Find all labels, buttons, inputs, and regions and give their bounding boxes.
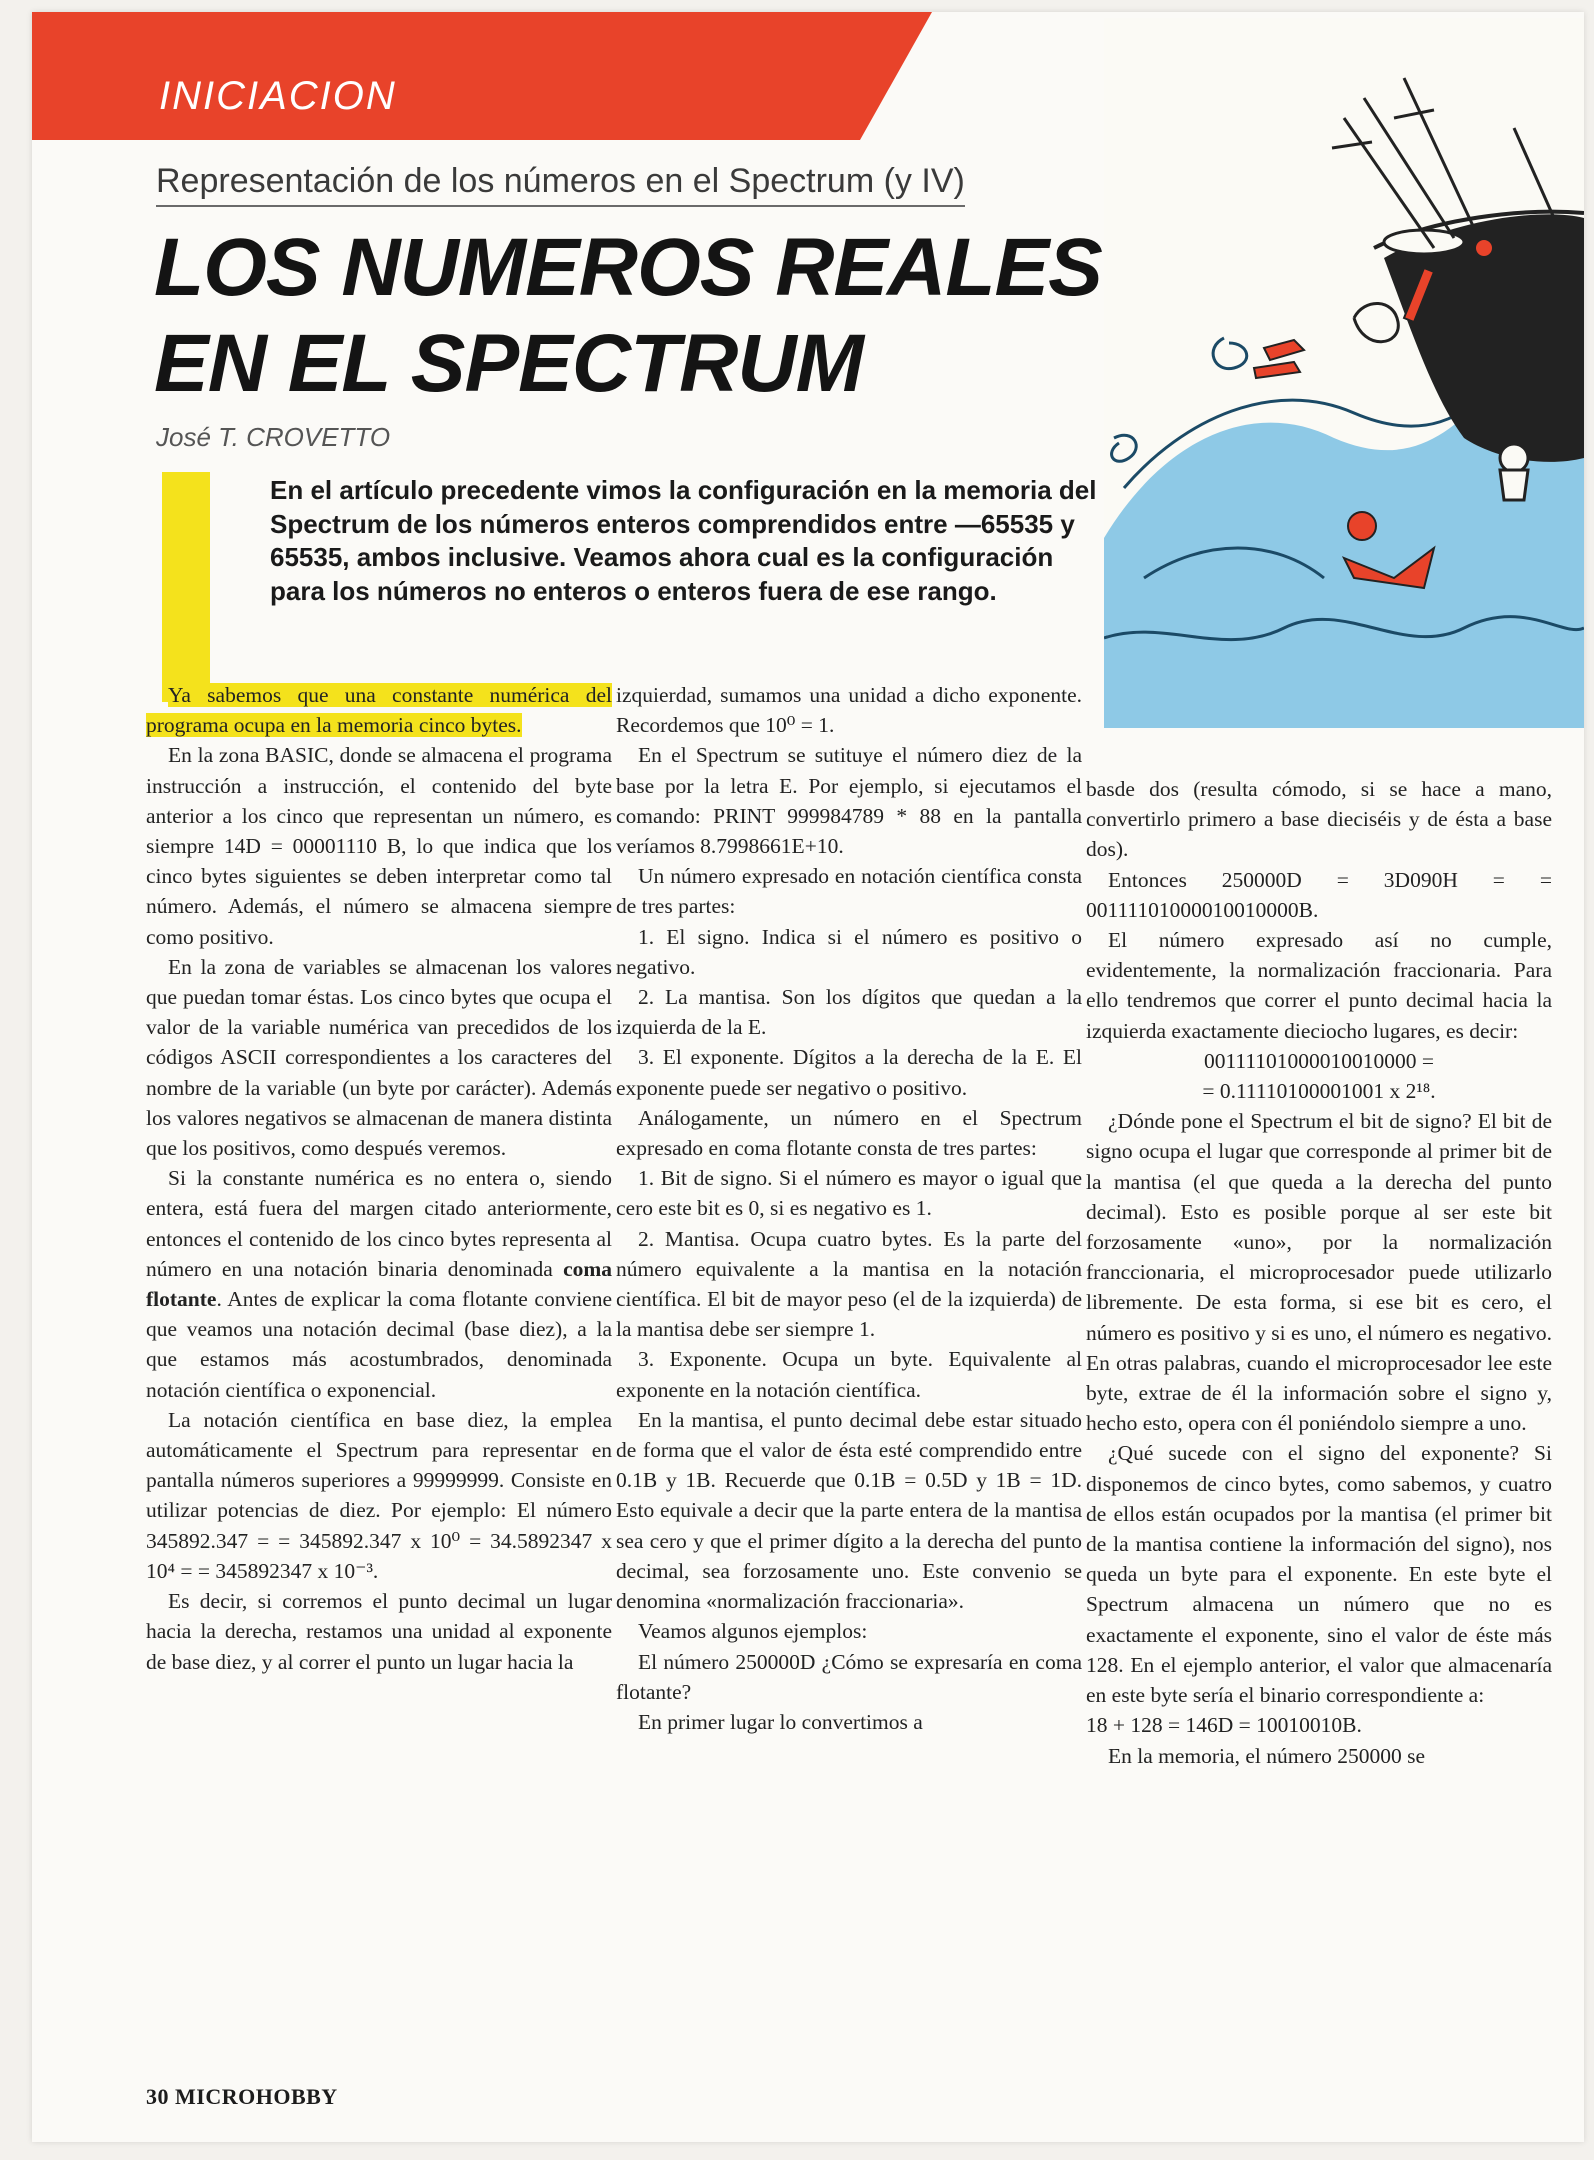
paragraph: Entonces 250000D = 3D090H = = 00111101000010010000B. [1086,867,1552,922]
section-label: INICIACION [159,74,397,118]
paragraph: ¿Dónde pone el Spectrum el bit de signo? El bit de signo ocupa el lugar que corresponde al primer bit de la mantisa (el que queda a la derecha del punto decimal). Esto es posible porque al ser este bit forzosamente «uno», por la normalización franccionaria, el microprocesador puede utilizarlo libremente. De esta forma, si ese bit es cero, el número es positivo y si es uno, el número es negativo. En otras palabras, cuando el microprocesador lee este byte, extrae de él la información sobre el signo y, hecho esto, opera con él poniéndolo siempre a uno. [1086,1109,1552,1436]
title-line-2: EN EL SPECTRUM [154,318,863,409]
article-author: José T. CROVETTO [156,422,391,452]
highlight: Ya sabemos que una constante numérica del programa ocupa en la memoria cinco bytes. [146,683,612,738]
ship-wave-icon [1104,18,1584,728]
text-run: . Antes de explicar la coma flotante conviene que veamos una notación decimal (base diez), a la que estamos más acostumbrados, denominada notación científica o exponencial. [146,1287,612,1402]
cartoon-ship-illustration [1104,18,1584,728]
page-footer: 30 MICROHOBBY [146,2084,338,2109]
paragraph: En primer lugar lo convertimos a [638,1709,923,1734]
magazine-page [32,12,1584,2142]
paragraph: basde dos (resulta cómodo, si se hace a mano, convertirlo primero a base dieciséis y de ésta a base dos). [1086,777,1552,862]
list-item: 3. Exponente. Ocupa un byte. Equivalente al exponente en la notación científica. [616,1347,1082,1402]
list-item: 1. El signo. Indica si el número es positivo o negativo. [616,924,1082,979]
text-run: Si la constante numérica es no entera o, siendo entera, está fuera del margen citado anteriormente, entonces el contenido de los cinco bytes representa al número en una notación binaria denominada [146,1166,612,1281]
paragraph: En la zona BASIC, donde se almacena el programa instrucción a instrucción, el contenido del byte anterior a los cinco que representan un número, es siempre 14D = 00001110 B, lo que indica que los cinco bytes siguientes se deben interpretar como tal número. Además, el número se almacena siempre como positivo. [146,743,612,949]
formula-line: 18 + 128 = 146D = 10010010B. [1086,1713,1362,1738]
paragraph: La notación científica en base diez, la emplea automáticamente el Spectrum para representar en pantalla números superiores a 99999999. Consiste en utilizar potencias de diez. Por ejemplo: El número 345892.347 = = 345892.347 x 10⁰ = 34.5892347 x 10⁴ = = 345892347 x 10⁻³. [146,1407,612,1583]
formula-line: 00111101000010010000 = [1203,1048,1435,1073]
list-item: 1. Bit de signo. Si el número es mayor o igual que cero este bit es 0, si es negativo es 1. [616,1166,1082,1221]
list-item: 2. La mantisa. Son los dígitos que quedan a la izquierda de la E. [616,985,1082,1040]
lead-accent-bar [162,472,210,702]
list-item: 3. El exponente. Dígitos a la derecha de la E. El exponente puede ser negativo o positivo. [616,1045,1082,1100]
paragraph: En la mantisa, el punto decimal debe estar situado de forma que el valor de ésta esté comprendido entre 0.1B y 1B. Recuerde que 0.1B = 0.5D y 1B = 1D. Esto equivale a decir que la parte entera de la mantisa sea cero y que el primer dígito a la derecha del punto decimal, sea forzosamente uno. Este convenio se denomina «normalización fraccionaria». [616,1407,1082,1614]
paragraph: En la memoria, el número 250000 se [1108,1743,1426,1768]
article-kicker: Representación de los números en el Spectrum (y IV) [156,162,965,207]
paragraph: Un número expresado en notación científica consta de tres partes: [616,864,1082,919]
paragraph: Análogamente, un número en el Spectrum expresado en coma flotante consta de tres partes: [616,1105,1082,1161]
article-title [154,220,1104,412]
title-line-1: LOS NUMEROS REALES [154,222,1102,313]
article-lead: En el artículo precedente vimos la configuración en la memoria del Spectrum de los números enteros comprendidos entre —65535 y 65535, ambos inclusive. Veamos ahora cual es la configuración para los números no enteros o enteros fuera de ese rango. [270,475,1097,606]
paragraph: izquierdad, sumamos una unidad a dicho exponente. Recordemos que 10⁰ = 1. [616,683,1082,738]
paragraph [146,1163,612,1405]
article-column-2 [616,680,1082,1737]
list-item: 2. Mantisa. Ocupa cuatro bytes. Es la parte del número equivalente a la mantisa en la notación científica. El bit de mayor peso (el de la izquierda) de la mantisa debe ser siempre 1. [616,1226,1082,1342]
article-column-1 [146,680,612,1677]
bold-term: coma flotante [146,1256,613,1312]
paragraph: El número expresado así no cumple, evidentemente, la normalización fraccionaria. Para ello tendremos que correr el punto decimal hacia la izquierda exactamente dieciocho lugares, es decir: [1086,928,1552,1043]
paragraph: Es decir, si corremos el punto decimal un lugar hacia la derecha, restamos una unidad al exponente de base diez, y al correr el punto un lugar hacia la [146,1589,612,1674]
paragraph: En el Spectrum se sutituye el número diez de la base por la letra E. Por ejemplo, si ejecutamos el comando: PRINT 999984789 * 88 en la pantalla veríamos 8.7998661E+10. [616,743,1082,859]
paragraph: Veamos algunos ejemplos: [638,1619,868,1644]
article-column-3 [1086,774,1552,1771]
paragraph: En la zona de variables se almacenan los valores que puedan tomar éstas. Los cinco bytes que ocupa el valor de la variable numérica van precedidos de los códigos ASCII correspondientes a los caracteres del nombre de la variable (un byte por carácter). Además los valores negativos se almacenan de manera distinta que los positivos, como después veremos. [146,954,612,1161]
paragraph: El número 250000D ¿Cómo se expresaría en coma flotante? [616,1649,1082,1704]
paragraph: ¿Qué sucede con el signo del exponente? Si disponemos de cinco bytes, como sabemos, y cuatro de ellos están ocupados por la mantisa (el primer bit de la mantisa contiene la información del signo), nos queda un byte para el exponente. En este byte el Spectrum almacena un número que no es exactamente el exponente, sino el valor de éste más 128. En el ejemplo anterior, el valor que almacenaría en este byte sería el binario correspondiente a: [1086,1441,1552,1708]
formula-line: = 0.11110100001001 x 2¹⁸. [1202,1079,1436,1104]
paragraph [146,680,612,740]
